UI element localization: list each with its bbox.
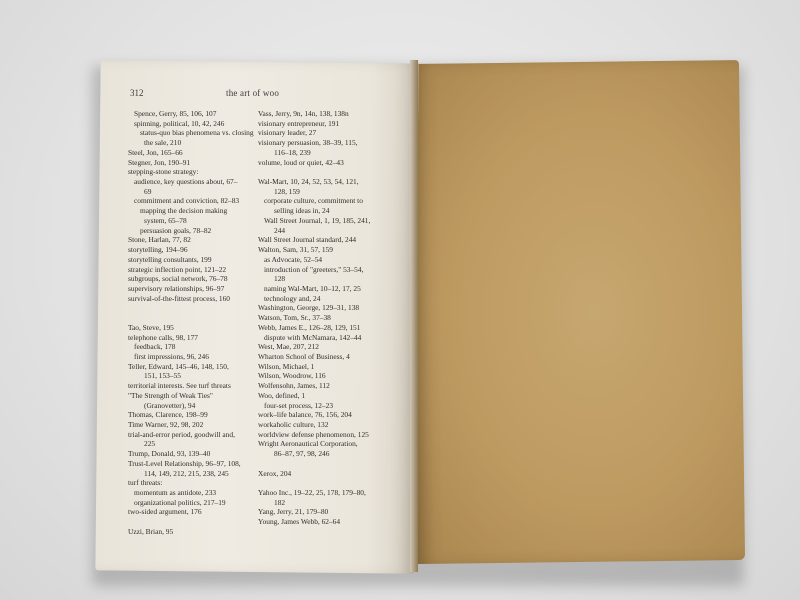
index-entry: telephone calls, 98, 177 (128, 332, 198, 342)
index-entry: Trump, Donald, 93, 139–40 (128, 449, 211, 459)
index-entry: 116–18, 239 (274, 147, 311, 157)
index-entry: persuasion goals, 78–82 (140, 225, 212, 235)
index-entry: audience, key questions about, 67– (134, 177, 238, 187)
index-entry: visionary entrepreneur, 191 (258, 118, 340, 128)
index-entry: 225 (144, 439, 156, 449)
index-entry: Wall Street Journal standard, 244 (258, 235, 357, 245)
page-header (130, 88, 380, 102)
index-entry: Wilson, Woodrow, 116 (258, 371, 326, 381)
index-entry: subgroups, social network, 76–78 (128, 274, 228, 284)
index-gap (128, 517, 278, 527)
index-entry: work–life balance, 76, 156, 204 (258, 410, 352, 420)
index-entry: Wall Street Journal, 1, 19, 185, 241, (264, 215, 371, 225)
index-entry: feedback, 178 (134, 342, 176, 352)
index-entry: Thomas, Clarence, 198–99 (128, 410, 208, 420)
index-gap (128, 303, 278, 313)
index-entry: dispute with McNamara, 142–44 (264, 332, 362, 342)
index-entry: Wolfensohn, James, 112 (258, 381, 330, 391)
index-entry: Watson, Tom, Sr., 37–38 (258, 313, 331, 323)
index-entry: 128 (274, 274, 286, 284)
index-entry: (Granovetter), 94 (144, 400, 196, 410)
index-entry: stepping-stone strategy: (128, 167, 199, 177)
index-entry: territorial interests. See turf threats (128, 381, 231, 391)
index-entry: strategic inflection point, 121–22 (128, 264, 227, 274)
running-title: the art of woo (226, 88, 280, 98)
index-entry: Spence, Gerry, 85, 106, 107 (134, 109, 217, 118)
index-entry: Washington, George, 129–31, 138 (258, 303, 360, 313)
book-gutter (410, 60, 418, 572)
index-entry: 128, 159 (274, 186, 300, 196)
index-entry: spinning, political, 10, 42, 246 (134, 118, 225, 128)
index-entry: 69 (144, 186, 152, 196)
index-entry: selling ideas in, 24 (274, 206, 330, 216)
index-entry: Uzzi, Brian, 95 (128, 526, 174, 536)
index-entry: Vass, Jerry, 9n, 14n, 138, 138n (258, 109, 349, 118)
index-entry: survival-of-the-fittest process, 160 (128, 293, 231, 303)
index-entry: 114, 149, 212, 215, 238, 245 (144, 468, 229, 478)
index-entry: Wal-Mart, 10, 24, 52, 53, 54, 121, (258, 177, 359, 187)
index-entry: West, Mae, 207, 212 (258, 342, 319, 352)
index-entry: Yahoo Inc., 19–22, 25, 178, 179–80, (258, 488, 366, 498)
index-entry: Tao, Steve, 195 (128, 322, 174, 332)
index-entry: supervisory relationships, 96–97 (128, 283, 225, 293)
index-entry: workaholic culture, 132 (258, 420, 329, 429)
index-entry: system, 65–78 (144, 215, 187, 225)
index-entry: storytelling, 194–96 (128, 245, 188, 255)
index-entry: Yang, Jerry, 21, 179–80 (258, 507, 329, 517)
index-entry: Stegner, Jon, 190–91 (128, 157, 191, 167)
index-entry: Wharton School of Business, 4 (258, 351, 350, 361)
index-entry: Time Warner, 92, 98, 202 (128, 420, 204, 429)
index-entry: corporate culture, commitment to (264, 196, 363, 206)
index-entry: visionary leader, 27 (258, 128, 317, 138)
index-column-right (258, 109, 408, 527)
index-entry: Steel, Jon, 165–66 (128, 147, 183, 157)
index-entry: 244 (274, 225, 286, 235)
index-entry: 182 (274, 497, 286, 507)
index-entry: Wilson, Michael, 1 (258, 361, 315, 371)
index-entry: visionary persuasion, 38–39, 115, (258, 138, 358, 148)
index-gap (258, 478, 408, 488)
index-entry: 86–87, 97, 98, 246 (274, 449, 330, 459)
index-gap (128, 313, 278, 323)
index-entry: Walton, Sam, 31, 57, 159 (258, 245, 333, 255)
index-entry: four-set process, 12–23 (264, 400, 334, 410)
index-entry: mapping the decision making (140, 206, 228, 216)
index-entry: technology and, 24 (264, 293, 321, 303)
index-entry: momentum as antidote, 233 (134, 488, 217, 498)
index-entry: commitment and conviction, 82–83 (134, 196, 240, 206)
blank-right-page (411, 60, 745, 564)
index-entry: turf threats: (128, 478, 163, 488)
index-entry: Webb, James E., 126–28, 129, 151 (258, 322, 361, 332)
index-entry: storytelling consultants, 199 (128, 254, 212, 264)
index-entry: Trust-Level Relationship, 96–97, 108, (128, 458, 241, 468)
index-entry: "The Strength of Weak Ties" (128, 390, 213, 400)
index-column-left (128, 109, 278, 537)
index-gap (258, 167, 408, 177)
index-entry: Teller, Edward, 145–46, 148, 150, (128, 361, 229, 371)
index-entry: Xerox, 204 (258, 468, 292, 478)
index-entry: Wright Aeronautical Corporation, (258, 439, 358, 449)
index-entry: Woo, defined, 1 (258, 390, 306, 400)
page-number: 312 (130, 88, 144, 98)
index-entry: status-quo bias phenomena vs. closing (140, 128, 254, 138)
index-entry: two-sided argument, 176 (128, 507, 202, 517)
index-entry: volume, loud or quiet, 42–43 (258, 157, 344, 167)
index-entry: first impressions, 96, 246 (134, 351, 209, 361)
index-entry: Stone, Harlan, 77, 82 (128, 235, 191, 245)
index-gap (258, 459, 408, 469)
index-entry: Young, James Webb, 62–64 (258, 517, 341, 527)
index-entry: as Advocate, 52–54 (264, 254, 323, 264)
index-entry: trial-and-error period, goodwill and, (128, 429, 235, 439)
index-entry: naming Wal-Mart, 10–12, 17, 25 (264, 283, 361, 293)
index-entry: worldview defense phenomenon, 125 (258, 429, 369, 439)
index-entry: organizational politics, 217–19 (134, 497, 226, 507)
index-entry: the sale, 210 (144, 138, 182, 148)
index-entry: introduction of "greeters," 53–54, (264, 264, 364, 274)
index-entry: 151, 153–55 (144, 371, 181, 381)
